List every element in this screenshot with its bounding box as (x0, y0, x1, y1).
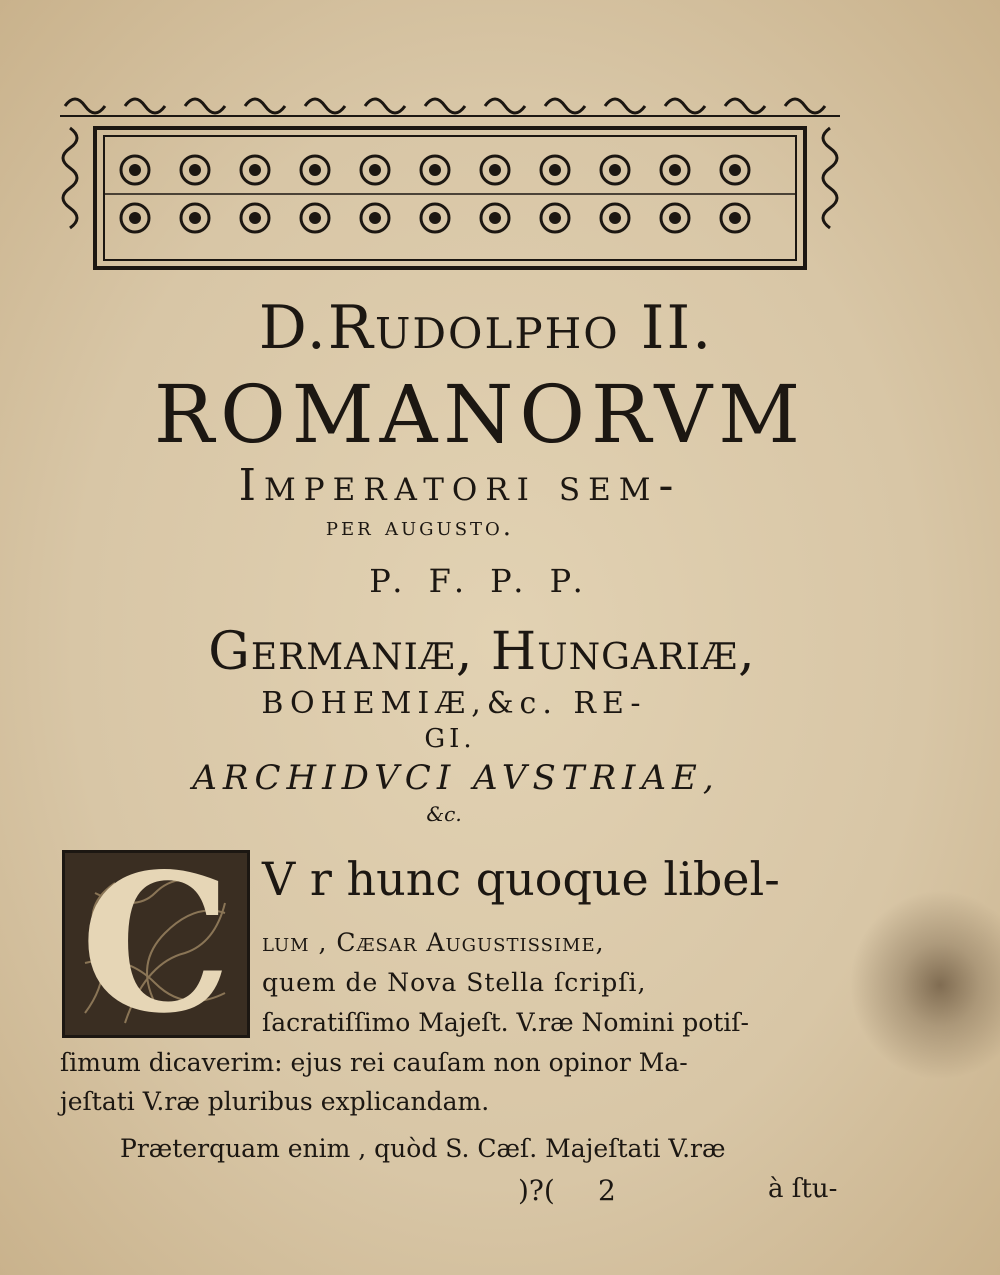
body-line: lum , Cæsar Augustissime, (262, 928, 605, 957)
dedication-imperatori: Imperatori sem- (238, 460, 682, 511)
dedication-etc: &c. (426, 802, 462, 826)
dedication-pfpp: P. F. P. P. (369, 562, 591, 600)
body-line: jeſtati V.ræ pluribus explicandam. (60, 1087, 490, 1116)
decorated-initial (62, 832, 250, 1055)
page-number: 2 (598, 1174, 616, 1207)
catchword: à ſtu- (768, 1174, 838, 1204)
dedication-augusto: per augusto. (325, 512, 515, 542)
dedication-archiduci: ARCHIDVCI AVSTRIAE, (192, 758, 720, 798)
dedication-bohemiae: BOHEMIÆ,&c. RE- (261, 686, 647, 721)
body-line: ſimum dicaverim: ejus rei cauſam non opinor Ma- (60, 1048, 688, 1077)
dedication-name: D.Rudolpho II. (258, 293, 714, 363)
body-line: Præterquam enim , quòd S. Cæſ. Majeſtati V.ræ (120, 1134, 726, 1163)
ornamental-header-banner (60, 88, 840, 273)
body-line: ſacratiſſimo Majeſt. V.ræ Nomini potiſ- (262, 1008, 749, 1037)
dedication-romanorum: ROMANORVM (153, 368, 807, 461)
initial-letter: C (80, 832, 232, 1055)
body-line: quem de Nova Stella ſcripſi, (262, 968, 647, 997)
body-line: V r hunc quoque libel- (262, 852, 780, 906)
dedication-germaniae: Germaniæ, Hungariæ, (208, 622, 756, 682)
dedication-gi: GI. (424, 724, 476, 754)
signature-mark: )?( (518, 1174, 555, 1207)
